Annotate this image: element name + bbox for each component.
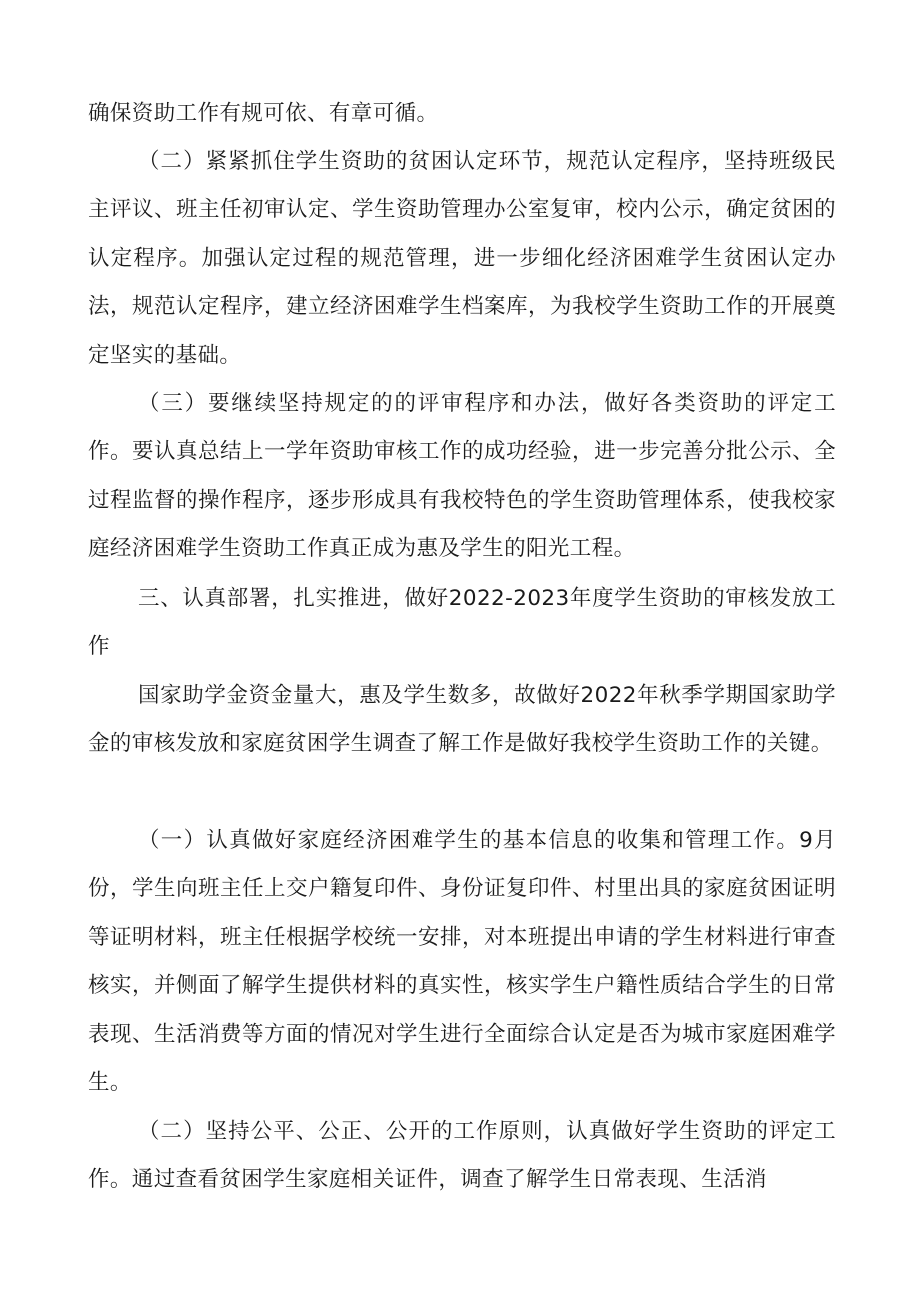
- section-heading-three: 三、认真部署，扎实推进，做好2022-2023年度学生资助的审核发放工作: [88, 586, 836, 660]
- paragraph-fairness-principle: （二）坚持公平、公正、公开的工作原则，认真做好学生资助的评定工作。通过查看贫困学生家庭相关证件，调查了解学生日常表现、生活消: [88, 1119, 836, 1193]
- paragraph-continuation: 确保资助工作有规可依、有章可循。: [88, 101, 439, 126]
- paragraph-poverty-identification: （二）紧紧抓住学生资助的贫困认定环节，规范认定程序，坚持班级民主评议、班主任初审认定、学生资助管理办公室复审，校内公示，确定贫困的认定程序。加强认定过程的规范管理，进一步细化经济困难学生贫困认定办法，规范认定程序，建立经济困难学生档案库，为我校学生资助工作的开展奠定坚实的基础。: [88, 149, 836, 368]
- paragraph-review-procedure: （三）要继续坚持规定的的评审程序和办法，做好各类资助的评定工作。要认真总结上一学年资助审核工作的成功经验，进一步完善分批公示、全过程监督的操作程序，逐步形成具有我校特色的学生资助管理体系，使我校家庭经济困难学生资助工作真正成为惠及学生的阳光工程。: [88, 391, 836, 562]
- paragraph-info-collection: （一）认真做好家庭经济困难学生的基本信息的收集和管理工作。9月份，学生向班主任上交户籍复印件、身份证复印件、村里出具的家庭贫困证明等证明材料，班主任根据学校统一安排，对本班提出申请的学生材料进行审查核实，并侧面了解学生提供材料的真实性，核实学生户籍性质结合学生的日常表现、生活消费等方面的情况对学生进行全面综合认定是否为城市家庭困难学生。: [88, 828, 836, 1096]
- paragraph-national-grant: 国家助学金资金量大，惠及学生数多，故做好2022年秋季学期国家助学金的审核发放和家庭贫困学生调查了解工作是做好我校学生资助工作的关键。: [88, 683, 836, 757]
